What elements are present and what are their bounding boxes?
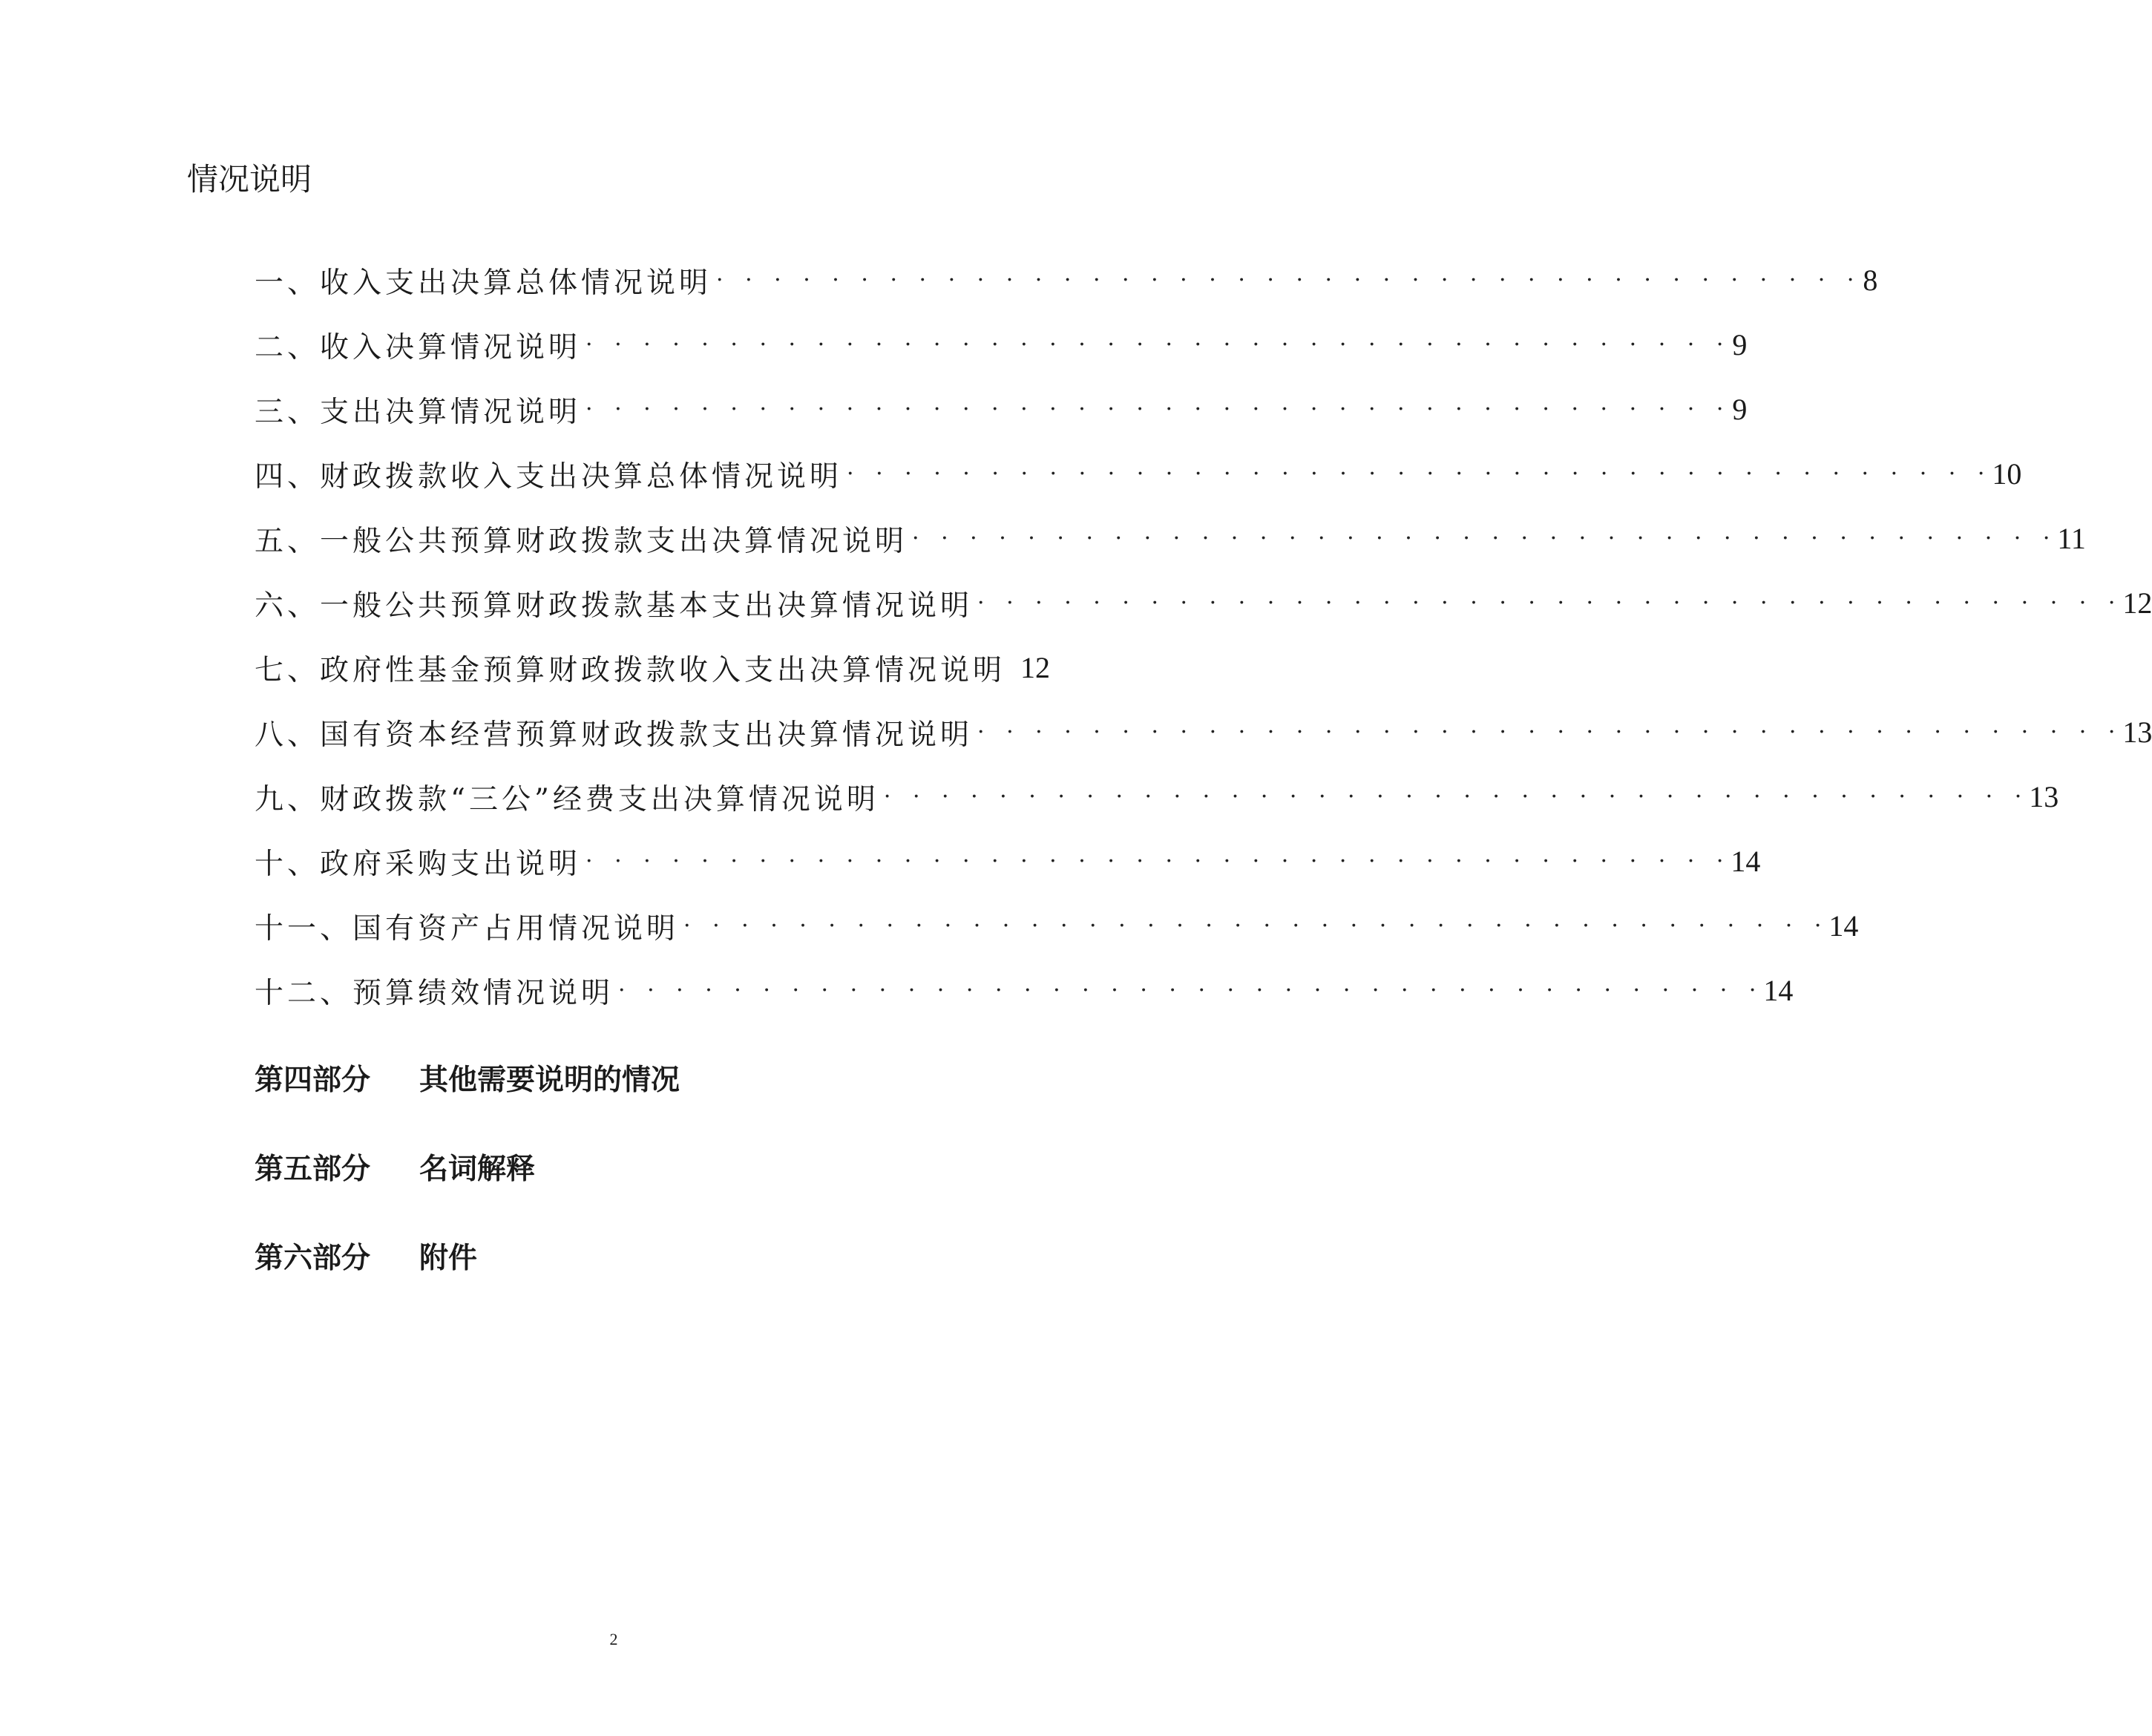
toc-entry-title: 四、财政拨款收入支出决算总体情况说明 (255, 459, 843, 494)
toc-entry[interactable] (255, 312, 1748, 377)
toc-dot-leader: · · · · · · · · · · · · · · · · · · · · · · · · · · · · · · · · · · · · · · · · (618, 977, 1764, 1003)
toc-dot-leader: · · · · · · · · · · · · · · · · · · · · · · · · · · · · · · · · · · · · · · · · (585, 332, 1731, 358)
toc-entry-title: 十、政府采购支出说明 (255, 847, 582, 881)
toc-entry[interactable] (255, 894, 1859, 958)
toc-entry-title: 一、收入支出决算总体情况说明 (255, 266, 712, 300)
toc-entry-page: 14 (1828, 909, 1859, 943)
toc-entry-page: 14 (1763, 974, 1794, 1007)
toc-entry[interactable] (255, 700, 2152, 764)
section-heading: 情况说明 (187, 161, 312, 197)
toc-entry[interactable] (255, 571, 2152, 635)
part-title: 名词解释 (419, 1153, 536, 1186)
toc-entry[interactable] (255, 829, 1761, 894)
part-heading[interactable] (255, 1033, 680, 1122)
toc-dot-leader: · · · · · · · · · · · · · · · · · · · · · · · · · · · · · · · · · · · · · · · · (847, 461, 1992, 487)
toc-entry-page: 9 (1732, 393, 1748, 426)
part-heading[interactable] (255, 1211, 680, 1300)
part-label: 第六部分 (255, 1242, 371, 1275)
toc-dot-leader: · · · · · · · · · · · · · · · · · · · · · · · · · · · · · · · · · · · · · · · · (977, 719, 2123, 745)
toc-dot-leader: · · · · · · · · · · · · · · · · · · · · · · · · · · · · · · · · · · · · · · · · (716, 267, 1862, 293)
part-heading[interactable] (255, 1122, 680, 1211)
toc-dot-leader: · · · · · · · · · · · · · · · · · · · · · · · · · · · · · · · · · · · · · · · · (585, 848, 1731, 874)
toc-entry[interactable] (255, 764, 2059, 829)
toc-entry-page: 10 (1992, 457, 2022, 491)
toc-dot-leader: · · · · · · · · · · · · · · · · · · · · · · · · · · · · · · · · · · · · · · · · (585, 396, 1731, 422)
part-label: 第四部分 (255, 1064, 371, 1097)
toc-entry-title: 六、一般公共预算财政拨款基本支出决算情况说明 (255, 589, 974, 623)
toc-entry-title: 八、国有资本经营预算财政拨款支出决算情况说明 (255, 718, 974, 752)
toc-entry[interactable] (255, 442, 2022, 506)
parts-list (255, 1033, 680, 1300)
toc-dot-leader: · · · · · · · · · · · · · · · · · · · · · · · · · · · · · · · · · · · · · · · · (883, 784, 2030, 810)
toc-dot-leader: · · · · · · · · · · · · · · · · · · · · · · · · · · · · · · · · · · · · · · · · (683, 913, 1829, 939)
toc-list (255, 248, 2152, 1023)
toc-entry-page: 8 (1863, 263, 1878, 297)
toc-entry-title: 七、政府性基金预算财政拨款收入支出决算情况说明 (255, 653, 1006, 687)
toc-dot-leader: · · · · · · · · · · · · · · · · · · · · · · · · · · · · · · · · · · · · · · · · (977, 590, 2123, 616)
toc-entry-page: 12 (2122, 586, 2152, 620)
toc-entry[interactable] (255, 958, 1794, 1023)
toc-entry[interactable] (255, 635, 1050, 700)
toc-entry-title: 二、收入决算情况说明 (255, 330, 582, 364)
toc-entry[interactable] (255, 506, 2086, 571)
toc-entry-title: 十一、国有资产占用情况说明 (255, 911, 680, 946)
page-number: 2 (609, 1630, 618, 1648)
part-title: 其他需要说明的情况 (419, 1064, 680, 1097)
toc-entry-title: 三、支出决算情况说明 (255, 395, 582, 429)
toc-entry-page: 13 (2029, 780, 2059, 813)
toc-entry-title: 九、财政拨款“三公”经费支出决算情况说明 (255, 782, 879, 816)
toc-entry-page: 13 (2122, 715, 2152, 749)
toc-entry-page: 12 (1020, 651, 1050, 684)
part-label: 第五部分 (255, 1153, 371, 1186)
toc-entry-page: 9 (1732, 328, 1748, 361)
toc-entry-page: 14 (1731, 845, 1761, 878)
toc-entry-title: 五、一般公共预算财政拨款支出决算情况说明 (255, 524, 908, 558)
part-title: 附件 (419, 1242, 478, 1275)
toc-entry[interactable] (255, 377, 1748, 442)
toc-dot-leader: · · · · · · · · · · · · · · · · · · · · · · · · · · · · · · · · · · · · · · · · (912, 525, 2058, 551)
toc-entry[interactable] (255, 248, 1878, 312)
toc-entry-page: 11 (2057, 522, 2086, 555)
toc-entry-title: 十二、预算绩效情况说明 (255, 976, 614, 1010)
